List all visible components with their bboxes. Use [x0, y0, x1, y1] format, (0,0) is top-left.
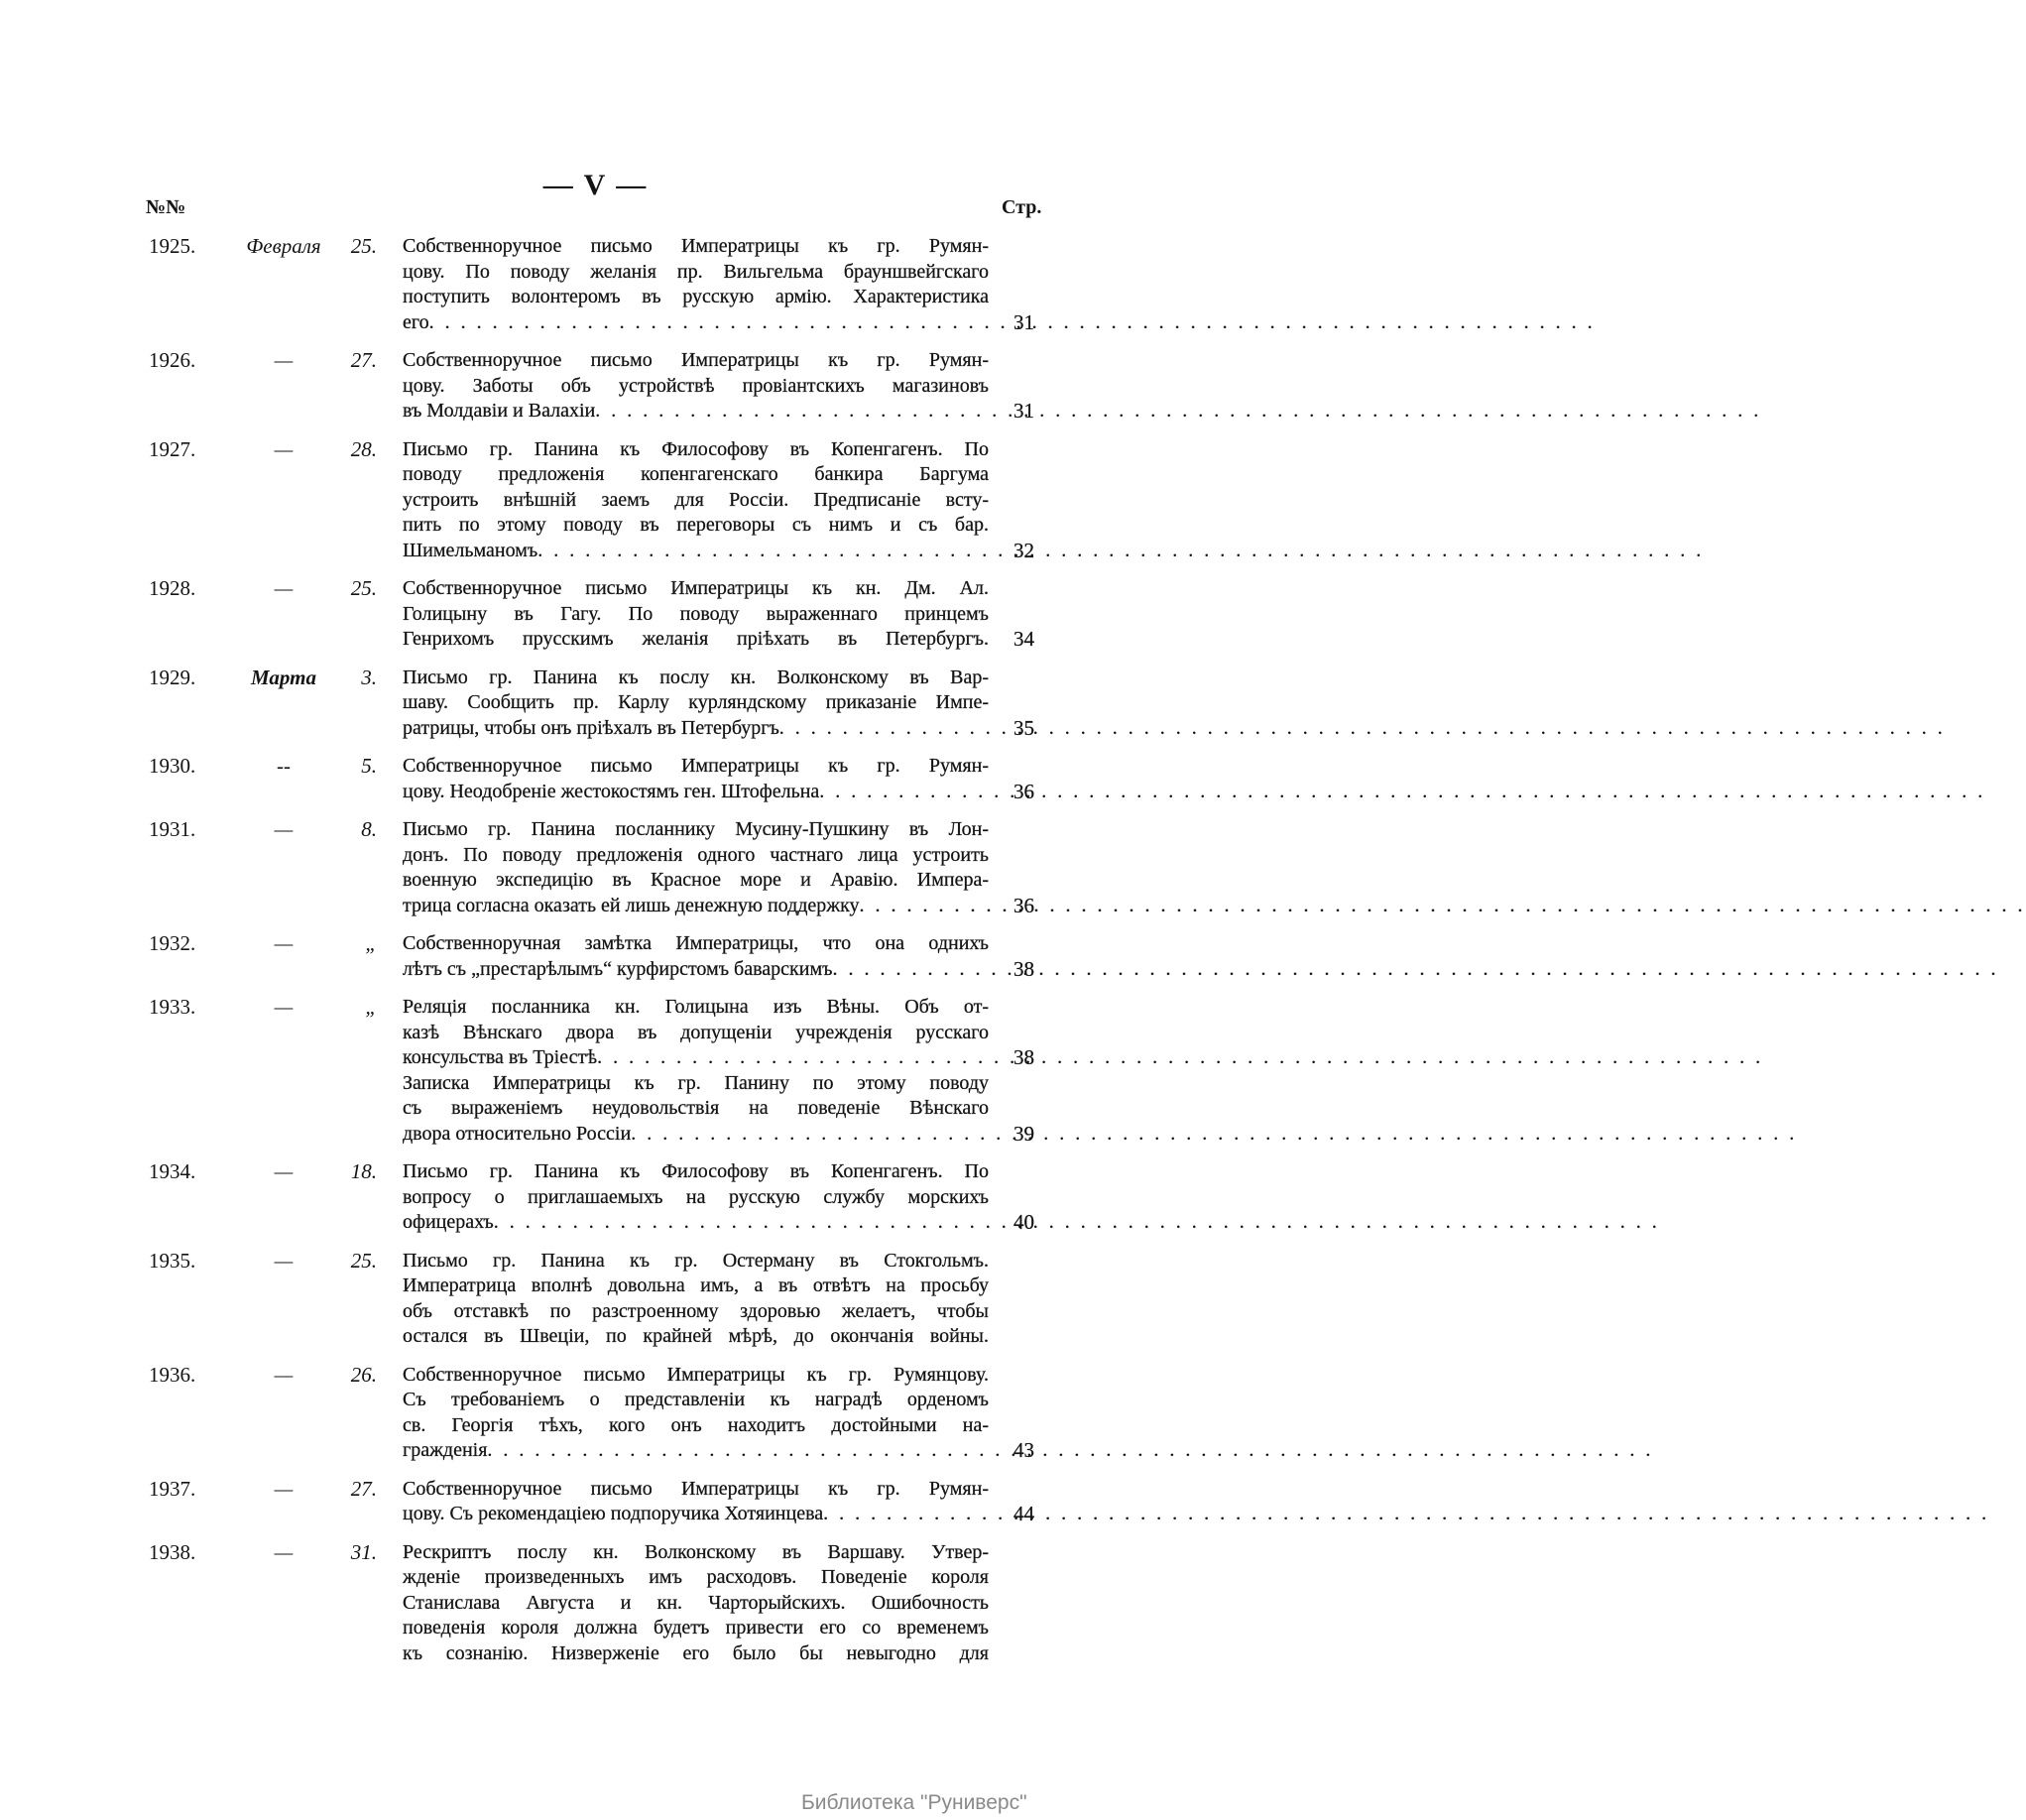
library-watermark: Библиотека "Руниверс"	[801, 1791, 1027, 1814]
entry-text: его	[403, 310, 429, 333]
entry-text: поведенія короля должна будетъ привести его со временемъ	[403, 1617, 989, 1638]
entry-text-line	[403, 309, 1034, 336]
entry-text: Станислава Августа и кн. Чарторыйскихъ. Ошибочность	[403, 1591, 989, 1614]
toc-entry	[0, 576, 1191, 653]
entry-number: 1934.	[149, 1159, 196, 1183]
dot-leader	[631, 1122, 1797, 1148]
toc-entry	[0, 1540, 1191, 1667]
entry-page-number: 34	[1013, 627, 1034, 651]
entry-text-line	[403, 1363, 989, 1389]
entry-text-line	[403, 576, 989, 602]
toc-entry	[0, 348, 1191, 425]
toc-entry	[0, 437, 1191, 564]
entry-text: Собственноручное письмо Императрицы къ гр. Румян-	[403, 235, 989, 257]
entry-month: —	[274, 1539, 294, 1564]
entry-text-line	[403, 1045, 1034, 1071]
entry-text-line	[403, 437, 989, 463]
entry-text: цову. По поводу желанія пр. Вильгельма брауншвейгскаго	[403, 260, 989, 283]
dot-leader	[429, 310, 1596, 336]
dot-leader	[595, 399, 1761, 425]
entry-text: Собственноручное письмо Императрицы къ гр. Румян-	[403, 755, 989, 777]
toc-entry	[0, 754, 1191, 804]
entry-day: „	[365, 995, 377, 1019]
entry-month: Февраля	[246, 234, 321, 258]
entry-text: гражденія	[403, 1439, 488, 1461]
entry-text: св. Георгія тѣхъ, кого онъ находитъ достойными на-	[403, 1413, 989, 1436]
entry-month: —	[274, 1159, 294, 1183]
entry-day: 31.	[350, 1539, 377, 1564]
entry-month: —	[274, 1476, 294, 1501]
dot-leader	[487, 1438, 1653, 1464]
entry-text: съ выраженіемъ неудовольствія на поведеніе Вѣнскаго	[403, 1097, 989, 1119]
entry-month: —	[274, 817, 294, 841]
dot-leader	[823, 1502, 1989, 1527]
entry-text: трица согласна оказать ей лишь денежную поддержку	[403, 894, 860, 916]
entry-text-line	[403, 1438, 1034, 1464]
entry-text: Письмо гр. Панина къ послу кн. Волконскому въ Вар-	[403, 666, 989, 688]
entry-text-line	[403, 260, 989, 286]
entry-number: 1925.	[149, 234, 196, 258]
dot-leader	[779, 716, 1946, 742]
toc-entry	[0, 666, 1191, 742]
entry-text-line	[403, 348, 989, 374]
entry-text-line	[403, 1274, 989, 1299]
entry-text: двора относительно Россіи	[403, 1122, 632, 1145]
toc-entry	[0, 234, 1191, 335]
entry-page-number: 38	[1013, 956, 1034, 981]
entry-day: 27.	[350, 348, 377, 372]
entry-text-line	[403, 1540, 989, 1566]
entry-text: Собственноручное письмо Императрицы къ гр. Румян-	[403, 1477, 989, 1500]
entry-text-line	[403, 234, 989, 260]
toc-entry	[0, 817, 1191, 918]
entry-day: 25.	[350, 1248, 377, 1273]
entry-text-line	[403, 285, 989, 310]
entry-day: 8.	[361, 817, 377, 841]
entry-text: Письмо гр. Панина къ Философову въ Копенгагенъ. По	[403, 1160, 989, 1182]
entry-text: въ Молдавіи и Валахіи	[403, 400, 596, 422]
entry-page-number: 40	[1013, 1210, 1034, 1234]
entry-text-line	[403, 690, 989, 716]
entry-day: 27.	[350, 1476, 377, 1501]
entry-text: шаву. Сообщить пр. Карлу курляндскому приказаніе Импе-	[403, 691, 989, 713]
entry-page-number: 44	[1013, 1502, 1034, 1525]
entry-text-line	[403, 462, 989, 488]
entry-month: —	[274, 1248, 294, 1273]
entry-text: Письмо гр. Панина посланнику Мусину-Пушкину въ Лон-	[403, 818, 989, 840]
entry-text: остался въ Швеціи, по крайней мѣрѣ, до окончанія войны.	[403, 1325, 989, 1347]
entry-text-line	[403, 779, 1034, 805]
entry-text: цову. Неодобреніе жестокостямъ ген. Штофельна	[403, 780, 820, 802]
entry-text: военную экспедицію въ Красное море и Аравію. Импера-	[403, 869, 989, 891]
entry-text-line	[403, 1249, 989, 1274]
entry-text-line	[403, 1413, 989, 1439]
entry-text-line	[403, 1185, 989, 1211]
entry-day: 26.	[350, 1362, 377, 1387]
entry-text-line	[403, 488, 989, 514]
entry-page-number: 35	[1013, 715, 1034, 740]
entry-page-number: 38	[1013, 1045, 1034, 1069]
entry-text-line	[403, 995, 989, 1021]
dot-leader	[597, 1045, 1763, 1071]
toc-entry	[0, 995, 1191, 1147]
entry-number: 1927.	[149, 436, 196, 461]
entry-text: объ отставкѣ по разстроенному здоровью желаетъ, чтобы	[403, 1299, 989, 1322]
entry-number: 1931.	[149, 817, 196, 841]
entry-text: казѣ Вѣнскаго двора въ допущеніи учрежденія русскаго	[403, 1021, 989, 1043]
entry-number: 1929.	[149, 665, 196, 689]
entry-text-line	[403, 868, 989, 894]
entry-text-line	[403, 374, 989, 400]
page-column-header: Стр.	[1002, 196, 1042, 218]
entry-text: Съ требованіемъ о представленіи къ наградѣ орденомъ	[403, 1389, 989, 1410]
entry-page-number: 31	[1013, 399, 1034, 423]
toc-entry	[0, 1477, 1191, 1527]
entry-number: 1932.	[149, 931, 196, 955]
entry-text: Реляція посланника кн. Голицына изъ Вѣны. Объ от-	[403, 996, 989, 1018]
entry-day: 25.	[350, 234, 377, 258]
entry-number: 1928.	[149, 576, 196, 600]
entry-page-number: 36	[1013, 779, 1034, 803]
entry-text-line	[403, 931, 989, 957]
entry-text: цову. Съ рекомендаціею подпоручика Хотяинцева	[403, 1503, 824, 1524]
entry-text-line	[403, 1021, 989, 1046]
entry-text: вопросу о приглашаемыхъ на русскую службу морскихъ	[403, 1185, 989, 1208]
dot-leader	[537, 539, 1704, 564]
entry-text-line	[403, 1159, 989, 1185]
entry-number: 1937.	[149, 1476, 196, 1501]
entry-text-line	[403, 715, 1034, 742]
toc-entry	[0, 1159, 1191, 1236]
entry-text-line	[403, 1616, 989, 1641]
entry-text: Генрихомъ прусскимъ желанія пріѣхать въ Петербургъ.	[403, 628, 989, 650]
entry-text-line	[403, 1299, 989, 1325]
toc-entry	[0, 1249, 1191, 1350]
entry-month: Марта	[251, 665, 316, 689]
entry-text: къ сознанію. Низверженіе его было бы невыгодно для	[403, 1641, 989, 1664]
entry-page-number: 32	[1013, 538, 1034, 562]
page-number-title: — V —	[542, 169, 649, 201]
dot-leader	[494, 1210, 1660, 1236]
entry-text-line	[403, 538, 1034, 564]
entry-text: лѣтъ съ „престарѣлымъ“ курфирстомъ баварскимъ	[403, 957, 833, 980]
entry-text: донъ. По поводу предложенія одного частнаго лица устроить	[403, 843, 989, 866]
entry-day: 3.	[361, 665, 377, 689]
entry-text: Рескриптъ послу кн. Волконскому въ Варшаву. Утвер-	[403, 1540, 989, 1563]
entry-month: —	[274, 931, 294, 955]
table-of-contents	[0, 234, 1191, 1679]
entry-text: Собственноручное письмо Императрицы къ гр. Румян-	[403, 349, 989, 371]
entry-text: поступить волонтеромъ въ русскую армію. Характеристика	[403, 286, 989, 307]
entry-text-line	[403, 666, 989, 691]
entry-text: Собственноручное письмо Императрицы къ кн. Дм. Ал.	[403, 577, 989, 599]
entry-text-line	[403, 513, 989, 539]
entry-number: 1935.	[149, 1248, 196, 1273]
entry-text-line	[403, 1502, 1034, 1527]
entry-text-line	[403, 1591, 989, 1617]
dot-leader	[832, 957, 1998, 983]
entry-page-number: 39	[1013, 1121, 1034, 1146]
toc-entry	[0, 1363, 1191, 1464]
entry-page-number: 43	[1013, 1438, 1034, 1462]
entry-text-line	[403, 1210, 1034, 1236]
entry-text-line	[403, 843, 989, 869]
entry-day: 18.	[350, 1159, 377, 1183]
entry-text: Собственноручная замѣтка Императрицы, что она однихъ	[403, 932, 989, 954]
entry-text-line	[403, 1565, 989, 1591]
entry-text: цову. Заботы объ устройствѣ провіантскихъ магазиновъ	[403, 374, 989, 397]
entry-month: —	[274, 436, 294, 461]
entry-text-line	[403, 893, 1034, 919]
entry-text: пить по этому поводу въ переговоры съ нимъ и съ бар.	[403, 514, 989, 536]
entry-text: Письмо гр. Панина къ гр. Остерману въ Стокгольмъ.	[403, 1249, 989, 1272]
entry-text-line	[403, 399, 1034, 425]
entry-number: 1938.	[149, 1539, 196, 1564]
entry-text: консульства въ Тріестѣ	[403, 1046, 598, 1068]
entry-text: поводу предложенія копенгагенскаго банкира Баргума	[403, 463, 989, 485]
entry-month: —	[274, 348, 294, 372]
entry-text-line	[403, 1641, 989, 1667]
entry-text: ратрицы, чтобы онъ пріѣхалъ въ Петербургъ	[403, 716, 779, 739]
entry-text-line	[403, 817, 989, 843]
entry-text-line	[403, 956, 1034, 983]
entry-text-line	[403, 1096, 989, 1122]
entry-text-line	[403, 1477, 989, 1503]
entry-text-line	[403, 1121, 1034, 1148]
entry-text: Письмо гр. Панина къ Философову въ Копенгагенъ. По	[403, 437, 989, 460]
entry-text: устроить внѣшній заемъ для Россіи. Предписаніе всту-	[403, 488, 989, 511]
entry-text: Голицыну въ Гагу. По поводу выраженнаго принцемъ	[403, 602, 989, 625]
entry-day: „	[365, 931, 377, 955]
entry-text-line	[403, 1388, 989, 1413]
entry-text-line	[403, 754, 989, 780]
toc-entry	[0, 931, 1191, 982]
entry-text: офицерахъ	[403, 1211, 494, 1233]
entry-text: Записка Императрицы къ гр. Панину по этому поводу	[403, 1071, 989, 1094]
entry-text: жденіе произведенныхъ имъ расходовъ. Поведеніе короля	[403, 1566, 989, 1588]
entry-day: 25.	[350, 576, 377, 600]
entry-month: —	[274, 576, 294, 600]
entry-text: Шимельманомъ	[403, 539, 538, 561]
entry-text-line	[403, 602, 989, 628]
entry-month: —	[274, 995, 294, 1019]
entry-number: 1933.	[149, 995, 196, 1019]
number-column-header: №№	[146, 196, 186, 218]
entry-day: 5.	[361, 754, 377, 778]
entry-month: --	[277, 754, 291, 778]
entry-number: 1936.	[149, 1362, 196, 1387]
entry-day: 28.	[350, 436, 377, 461]
entry-text: Императрица вполнѣ довольна имъ, а въ отвѣтъ на просьбу	[403, 1274, 989, 1296]
entry-text-line	[403, 1324, 989, 1350]
entry-text-line	[403, 627, 1034, 653]
entry-page-number: 31	[1013, 309, 1034, 334]
entry-month: —	[274, 1362, 294, 1387]
entry-text-line	[403, 1071, 989, 1097]
entry-page-number: 36	[1013, 893, 1034, 917]
dot-leader	[819, 780, 1985, 805]
entry-text: Собственноручное письмо Императрицы къ гр. Румянцову.	[403, 1363, 989, 1386]
entry-number: 1930.	[149, 754, 196, 778]
entry-number: 1926.	[149, 348, 196, 372]
